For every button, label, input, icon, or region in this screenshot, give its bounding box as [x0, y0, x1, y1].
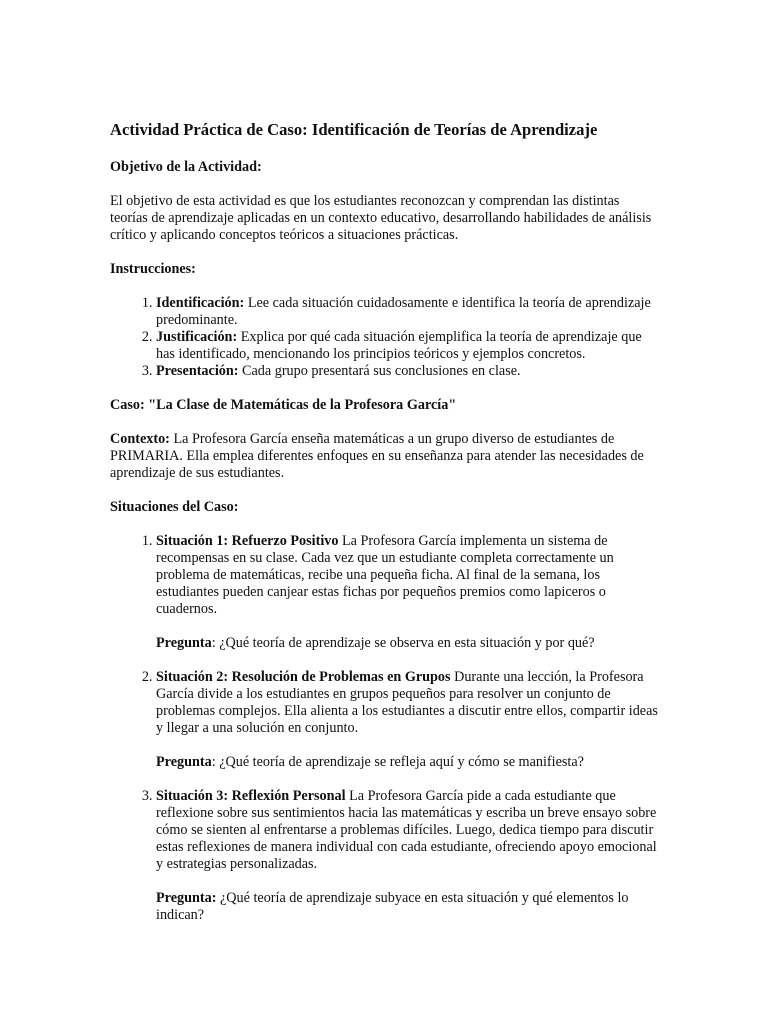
situation-item: [156, 788, 660, 924]
question-text: ¿Qué teoría de aprendizaje subyace en esta situación y qué elementos lo indican?: [156, 890, 629, 923]
context-text: La Profesora García enseña matemáticas a un grupo diverso de estudiantes de PRIMARIA. Ella emplea diferentes enfoques en su enseñanza para atender las necesidades de aprendizaje de sus estudiantes.: [110, 431, 644, 481]
situations-list: [110, 533, 660, 924]
situation-question: [156, 635, 660, 652]
situation-description: [156, 669, 660, 737]
question-label: Pregunta: [156, 635, 212, 651]
instruction-text: Lee cada situación cuidadosamente e identifica la teoría de aprendizaje predominante.: [156, 295, 651, 328]
situation-text: La Profesora García implementa un sistema de recompensas en su clase. Cada vez que un estudiante completa correctamente un problema de matemáticas, recibe una pequeña ficha. Al final de la semana, los estudiantes pueden canjear estas fichas por pequeños premios como lapiceros o cuadernos.: [156, 533, 614, 617]
question-text: : ¿Qué teoría de aprendizaje se observa en esta situación y por qué?: [211, 635, 595, 651]
context-label: Contexto:: [110, 431, 170, 447]
question-text: : ¿Qué teoría de aprendizaje se refleja aquí y cómo se manifiesta?: [211, 754, 584, 770]
instruction-text: Explica por qué cada situación ejemplifica la teoría de aprendizaje que has identificado, mencionando los principios teóricos y ejemplos concretos.: [156, 329, 642, 362]
situation-text: Durante una lección, la Profesora García divide a los estudiantes en grupos pequeños para resolver un conjunto de problemas complejos. Ella alienta a los estudiantes a discutir entre ellos, compartir ideas y llegar a una solución en conjunto.: [156, 669, 658, 736]
instructions-heading: Instrucciones:: [110, 261, 196, 277]
instructions-list: [110, 295, 660, 380]
instruction-label: Justificación:: [156, 329, 238, 345]
situations-heading: Situaciones del Caso:: [110, 499, 239, 515]
situation-title: Situación 3: Reflexión Personal: [156, 788, 346, 804]
instruction-label: Identificación:: [156, 295, 245, 311]
instruction-item: [156, 363, 660, 380]
instruction-text: Cada grupo presentará sus conclusiones en clase.: [238, 363, 521, 379]
question-label: Pregunta:: [156, 890, 217, 906]
situation-item: [156, 533, 660, 652]
situation-description: [156, 533, 660, 618]
document-title: Actividad Práctica de Caso: Identificación de Teorías de Aprendizaje: [110, 120, 598, 139]
instruction-item: [156, 295, 660, 329]
instruction-label: Presentación:: [156, 363, 239, 379]
question-label: Pregunta: [156, 754, 212, 770]
situation-text: La Profesora García pide a cada estudiante que reflexione sobre sus sentimientos hacia las matemáticas y escriba un breve ensayo sobre cómo se sienten al enfrentarse a problemas difíciles. Luego, dedica tiempo para discutir estas reflexiones de manera individual con cada estudiante, ofreciendo apoyo emocional y estrategias personalizadas.: [156, 788, 657, 872]
situation-title: Situación 1: Refuerzo Positivo: [156, 533, 339, 549]
situation-description: [156, 788, 660, 873]
case-heading: Caso: "La Clase de Matemáticas de la Profesora García": [110, 397, 457, 413]
objective-text: El objetivo de esta actividad es que los estudiantes reconozcan y comprendan las distintas teorías de aprendizaje aplicadas en un contexto educativo, desarrollando habilidades de análisis crítico y aplicando conceptos teóricos a situaciones prácticas.: [110, 193, 652, 243]
situation-question: [156, 754, 660, 771]
instruction-item: [156, 329, 660, 363]
objective-heading: Objetivo de la Actividad:: [110, 159, 262, 175]
situation-question: [156, 890, 660, 924]
situation-item: [156, 669, 660, 771]
situation-title: Situación 2: Resolución de Problemas en Grupos: [156, 669, 451, 685]
case-context: [110, 431, 660, 482]
document-page: [110, 120, 660, 941]
